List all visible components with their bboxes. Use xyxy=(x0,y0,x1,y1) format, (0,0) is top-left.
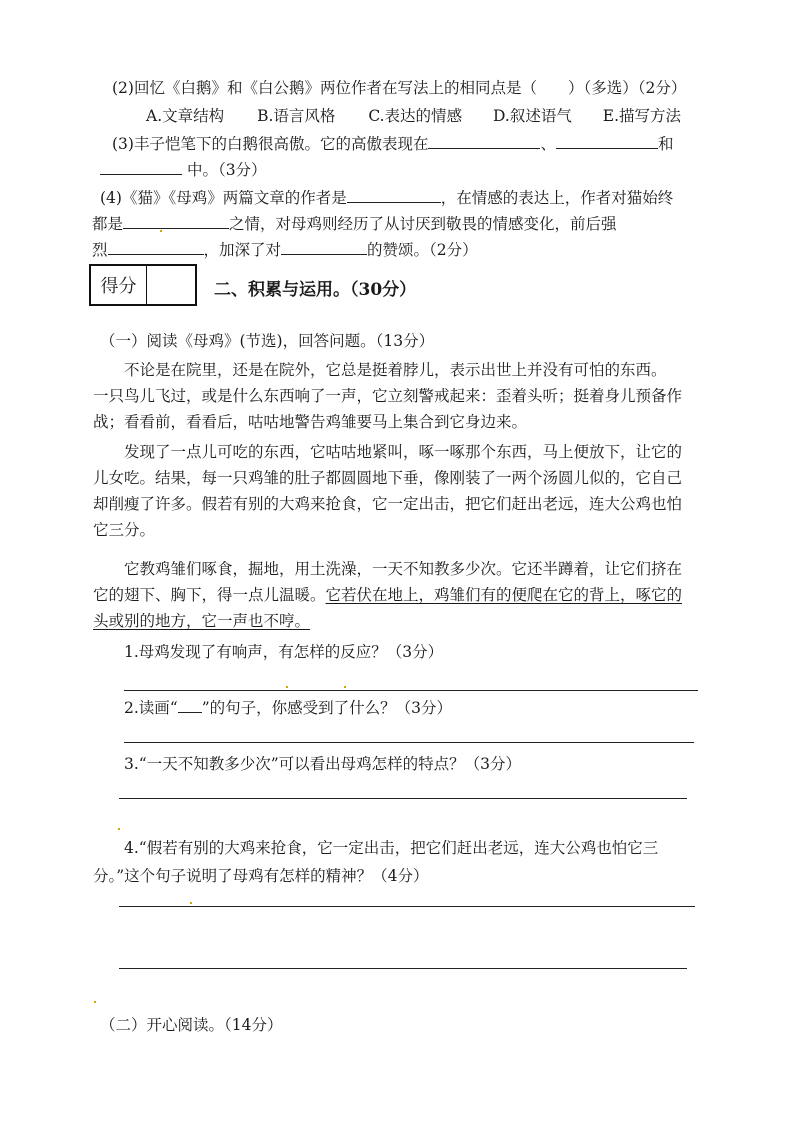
scan-speck xyxy=(344,686,346,688)
scan-speck xyxy=(118,828,120,830)
q3-text-2: 中。（3分） xyxy=(186,161,267,179)
answer-line-3[interactable] xyxy=(119,798,687,799)
question-2-text-a: 2.读画“ xyxy=(124,699,178,717)
underline-sample xyxy=(178,698,202,713)
q4-line3 xyxy=(92,240,478,260)
question-2-text-b: ”的句子，你感受到了什么？（3分） xyxy=(201,699,453,717)
passage-line: 却削瘦了许多。假若有别的大鸡来抢食，它一定出击，把它们赶出老远，连大公鸡也怕 xyxy=(93,495,683,513)
passage-line: 它教鸡雏们啄食，掘地，用土洗澡，一天不知教多少次。它还半蹲着，让它们挤在 xyxy=(124,560,683,578)
score-label: 得分 xyxy=(91,266,147,304)
passage-line: 不论是在院里，还是在院外，它总是挺着脖儿，表示出世上并没有可怕的东西。 xyxy=(124,361,667,379)
passage-line: 战；看看前，看看后，咕咕地警告鸡雏要马上集合到它身边来。 xyxy=(93,413,528,431)
q3-text-1: (3)丰子恺笔下的白鹅很高傲。它的高傲表现在 xyxy=(112,135,429,153)
question-3: 3.“一天不知教多少次”可以看出母鸡怎样的特点？（3分） xyxy=(124,755,522,773)
question-1: 1.母鸡发现了有响声，有怎样的反应？（3分） xyxy=(124,643,444,661)
answer-line-4b[interactable] xyxy=(119,968,687,969)
q3-line1 xyxy=(112,134,674,154)
q4-text-1: (4)《猫》《母鸡》两篇文章的作者是 xyxy=(100,189,347,207)
passage-line xyxy=(93,585,682,605)
reading2-title: （二）开心阅读。（14分） xyxy=(100,1016,283,1034)
q4-blank-4[interactable] xyxy=(281,240,367,255)
question-4-line2: 分。”这个句子说明了母鸡有怎样的精神？（4分） xyxy=(93,867,429,885)
q3-sep: 、 xyxy=(540,135,556,153)
q4-line1 xyxy=(100,188,673,208)
scan-speck xyxy=(94,1001,96,1003)
q4-text-2: ，在情感的表达上，作者对猫始终 xyxy=(440,189,674,207)
answer-line-2[interactable] xyxy=(124,742,694,743)
q2-option-a[interactable]: A.文章结构 xyxy=(146,107,225,125)
q4-blank-2[interactable] xyxy=(123,214,229,229)
q3-line2 xyxy=(100,160,267,180)
scan-speck xyxy=(160,230,162,232)
passage-text: 它的翅下、胸下，得一点儿温暖。 xyxy=(93,586,326,604)
q2-options xyxy=(146,106,681,126)
passage-line: 儿女吃。结果，每一只鸡雏的肚子都圆圆地下垂，像刚装了一两个汤圆儿似的，它自己 xyxy=(93,469,683,487)
answer-line-1[interactable] xyxy=(124,690,698,691)
q3-blank-3[interactable] xyxy=(100,160,182,175)
score-box xyxy=(89,264,197,306)
scan-speck xyxy=(286,686,288,688)
section-title: 二、积累与运用。（30分） xyxy=(214,280,417,300)
q4-blank-1[interactable] xyxy=(347,188,441,203)
q3-blank-1[interactable] xyxy=(428,134,540,149)
passage-line: 发现了一点儿可吃的东西，它咕咕地紧叫，啄一啄那个东西，马上便放下，让它的 xyxy=(124,443,683,461)
question-2 xyxy=(124,698,452,718)
q4-line2 xyxy=(92,214,617,234)
q4-blank-3[interactable] xyxy=(108,240,204,255)
q4-text-6: ，加深了对 xyxy=(203,241,282,259)
q4-text-3: 都是 xyxy=(92,215,124,233)
q4-text-7: 的赞颂。（2分） xyxy=(367,241,478,259)
question-4-line1: 4.“假若有别的大鸡来抢食，它一定出击，把它们赶出老远，连大公鸡也怕它三 xyxy=(124,839,659,857)
passage-line: 它三分。 xyxy=(93,521,156,539)
passage-line: 一只鸟儿飞过，或是什么东西响了一声，它立刻警戒起来：歪着头听；挺着身儿预备作 xyxy=(93,387,683,405)
q4-text-5: 烈 xyxy=(92,241,108,259)
q2-option-e[interactable]: E.描写方法 xyxy=(602,107,682,125)
underlined-sentence: 它若伏在地上，鸡雏们有的便爬在它的背上，啄它的 xyxy=(325,586,683,604)
score-field[interactable] xyxy=(147,266,195,304)
scan-speck xyxy=(190,902,192,904)
q3-blank-2[interactable] xyxy=(556,134,658,149)
q4-text-4: 之情，对母鸡则经历了从讨厌到敬畏的情感变化，前后强 xyxy=(229,215,617,233)
q2-text: (2)回忆《白鹅》和《白公鹅》两位作者在写法上的相同点是（ ）（多选）（2分） xyxy=(112,79,687,97)
q2-option-c[interactable]: C.表达的情感 xyxy=(368,107,463,125)
q2-option-d[interactable]: D.叙述语气 xyxy=(493,107,572,125)
underlined-sentence: 头或别的地方，它一声也不哼。 xyxy=(93,612,311,630)
answer-line-4a[interactable] xyxy=(119,906,695,907)
q2-option-b[interactable]: B.语言风格 xyxy=(257,107,336,125)
reading1-title: （一）阅读《母鸡》(节选)，回答问题。（13分） xyxy=(100,332,435,350)
q3-and: 和 xyxy=(657,135,674,153)
